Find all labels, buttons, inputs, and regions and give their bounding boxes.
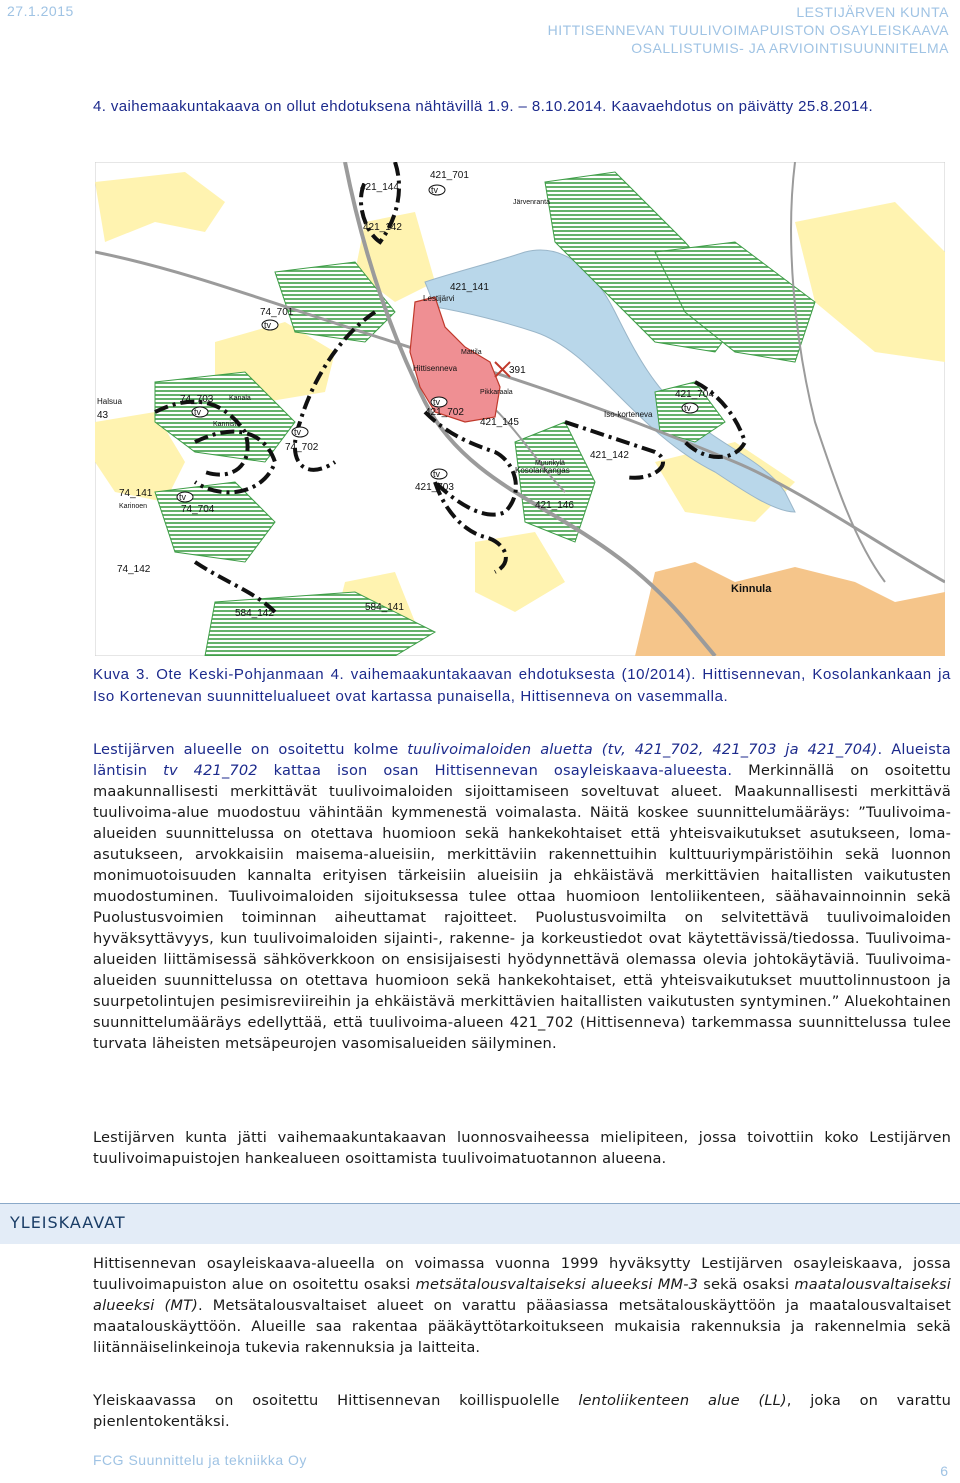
svg-text:tv: tv <box>194 407 202 417</box>
svg-text:tv: tv <box>179 492 187 502</box>
svg-text:tv: tv <box>433 469 441 479</box>
paragraph-tv-areas <box>93 739 951 1054</box>
map-label-kannisto: Kannisto <box>213 421 241 428</box>
map-label-391: 391 <box>509 365 526 376</box>
regional-plan-map <box>95 162 945 656</box>
para4-b: lentoliikenteen alue (LL) <box>578 1392 787 1409</box>
map-label-74-701: 74_701 <box>260 307 294 318</box>
map-label-43: 43 <box>97 410 109 421</box>
map-label-74-141: 74_141 <box>119 488 153 499</box>
map-label-pikkaraala: Pikkaraala <box>480 389 513 396</box>
para1-a: Lestijärven alueelle on osoitettu kolme <box>93 741 399 758</box>
map-label-74-702: 74_702 <box>285 442 319 453</box>
para1-e: kattaa ison osan Hittisennevan osayleiskaava-alueesta. <box>257 762 733 779</box>
header-project: HITTISENNEVAN TUULIVOIMAPUISTON OSAYLEISKAAVA <box>547 22 949 38</box>
svg-text:tv: tv <box>431 185 439 195</box>
map-label-74-704: 74_704 <box>181 504 215 515</box>
map-label-421-701: 421_701 <box>430 170 469 181</box>
map-label-74-142: 74_142 <box>117 564 151 575</box>
map-label-kinnula: Kinnula <box>731 583 772 595</box>
map-label-lestijarvi: Lestijärvi <box>423 294 455 303</box>
map-label-kosolankangas: Kosolankangas <box>515 466 570 475</box>
tv-marker <box>192 407 208 417</box>
para1-d: tv 421_702 <box>163 762 258 779</box>
para4-c: , joka on varattu pienlentokentäksi. <box>93 1392 952 1430</box>
para3-c: sekä osaksi <box>698 1276 795 1293</box>
tv-marker <box>682 403 698 413</box>
paragraph-municipality-opinion: Lestijärven kunta jätti vaihemaakuntakaavan luonnosvaiheessa mielipiteen, jossa toivottiin koko Lestijärven tuulivoimapuistojen hankealueen osoittamista tuulivoimatuotannon alueena. <box>93 1129 951 1167</box>
map-label-421-704: 421_704 <box>675 389 714 400</box>
map-label-74-703: 74_703 <box>180 394 214 405</box>
header-block <box>548 3 949 57</box>
para4-a: Yleiskaavassa on osoitettu Hittisennevan koillispuolelle <box>93 1392 579 1409</box>
para3-e: . Metsätalousvaltaiset alueet on varattu pääasiassa metsätalouskäyttöön ja maatalousvaltaiset maatalouskäyttöön. Alueille saa rakentaa pääkäyttötarkoitukseen mukaisia rakennuksia ja rakennelmia sekä liitännäiselinkeinoja tukevia rakennuksia ja laitteita. <box>93 1297 951 1356</box>
map-label-421-142: 421_142 <box>363 222 402 233</box>
tv-marker <box>431 397 447 407</box>
svg-text:tv: tv <box>294 427 302 437</box>
paragraph-master-plan <box>93 1253 951 1358</box>
tv-marker <box>429 185 445 195</box>
para1-b: tuulivoimaloiden aluetta (tv, 421_702, 421_703 ja 421_704) <box>398 741 878 758</box>
map-label-421-141: 421_141 <box>450 282 489 293</box>
tv-marker <box>431 469 447 479</box>
para3-b: metsätalousvaltaiseksi alueeksi MM-3 <box>415 1276 699 1293</box>
map-label-584-141: 584_141 <box>365 602 404 613</box>
header-org: LESTIJÄRVEN KUNTA <box>796 4 949 20</box>
map-label-hittisenneva: Hittisenneva <box>413 364 458 373</box>
tv-marker <box>177 492 193 502</box>
intro-paragraph: 4. vaihemaakuntakaava on ollut ehdotuksena nähtävillä 1.9. – 8.10.2014. Kaavaehdotus on päivätty 25.8.2014. <box>93 98 874 115</box>
para3-a: Hittisennevan osayleiskaava-alueella on voimassa vuonna 1999 hyväksytty Lestijärven osayleiskaava, jossa tuulivoimapuiston alue on osoitettu osaksi <box>93 1255 951 1293</box>
caption-number: Kuva 3. <box>93 666 150 683</box>
map-label-421-146: 421_146 <box>535 500 574 511</box>
header-date: 27.1.2015 <box>7 3 74 19</box>
para1-f: Merkinnällä on osoitettu maakunnallisesti merkittävät tuulivoimaloiden sijoittamiseen soveltuvat alueet. Maakunnallisesti merkittävä tuulivoima-alue muodostuu vähintään kymmenestä voimalasta. Näitä koskee suunnittelumääräys: ”Tuulivoima-alueiden suunnittelussa on otettava huomioon sekä hankekohtaiset että yhteisvaikutukset asutukseen, loma-asutukseen, arvokkaisiin maisema-alueisiin, merkittäviin rakennettuihin kulttuuriympäristöihin sekä luonnon monimuotoisuuden kannalta erityisen tärkeisiin alueisiin ja ehkäistävä merkittävien haitallisten vaikutusten muodostuminen. Tuulivoimaloiden sijoituksessa tulee ottaa huomioon lentoliikenteen, säähavainnoinnin sekä Puolustusvoimien toiminnan aiheuttamat rajoitteet. Puolustusvoimilta on selvitettävä tuulivoimaloiden hyväksyttävyys, kun tuulivoimaloiden sijainti-, rakenne- ja korkeustiedot ovat käytettävissä/tiedossa. Tuulivoima-alueiden liittämisessä sähköverkkoon on ensisijaisesti hyödynnettävä olemassa olevia johtokäytäviä. Tuulivoima-alueiden suunnittelussa on otettava huomioon sekä hankekohtaiset, että yhteisvaikutukset muuttolinnustoon ja suurpetolintujen pesimisreviireihin ja ehkäistävä merkittävien haitallisten vaikutusten syntyminen.” Aluekohtainen suunnittelumääräys edellyttää, että tuulivoima-alueen 421_702 (Hittisenneva) tarkemmassa suunnittelussa tulee turvata läheisten metsäpeurojen vasomisalueiden säilyminen. <box>93 762 951 1052</box>
section-heading-yleiskaavat <box>0 1203 960 1244</box>
map-label-karinoen: Karinoen <box>119 503 148 510</box>
page-number: 6 <box>940 1463 948 1479</box>
map-label-421-142b: 421_142 <box>590 450 629 461</box>
tv-marker <box>292 427 308 437</box>
paragraph-airfield <box>93 1390 951 1432</box>
map-label-iso-korteneva: Iso-korteneva <box>604 410 653 419</box>
figure-caption <box>93 664 951 708</box>
section-title: YLEISKAAVAT <box>10 1213 126 1232</box>
para3-d: maatalousvaltaiseksi alueeksi (MT) <box>93 1276 952 1314</box>
tv-marker <box>262 320 278 330</box>
map-label-muurikyla: Muurikylä <box>535 460 565 467</box>
footer-company: FCG Suunnittelu ja tekniikka Oy <box>93 1452 307 1468</box>
para1-c: . Alueista läntisin <box>93 741 951 779</box>
map-label-421-145: 421_145 <box>480 417 519 428</box>
map-label-421-702: 421_702 <box>425 407 464 418</box>
map-label-mattila: Mattila <box>461 349 482 356</box>
svg-text:tv: tv <box>433 397 441 407</box>
map-label-421-703: 421_703 <box>415 482 454 493</box>
svg-text:tv: tv <box>264 320 272 330</box>
svg-text:tv: tv <box>684 403 692 413</box>
map-label-halsua: Halsua <box>97 397 122 406</box>
header-doc: OSALLISTUMIS- JA ARVIOINTISUUNNITELMA <box>631 40 949 56</box>
map-label-kanala: Kanala <box>229 395 251 402</box>
map-label-584-142: 584_142 <box>235 608 274 619</box>
map-label-421-144: 421_144 <box>360 182 399 193</box>
caption-text: Ote Keski-Pohjanmaan 4. vaihemaakuntakaavan ehdotuksesta (10/2014). Hittisennevan, Kosolankankaan ja Iso Kortenevan suunnittelualueet ovat kartassa punaisella, Hittisenneva on vasemmalla. <box>93 666 951 705</box>
map-label-jarvenranta: Järvenranta <box>513 199 550 206</box>
